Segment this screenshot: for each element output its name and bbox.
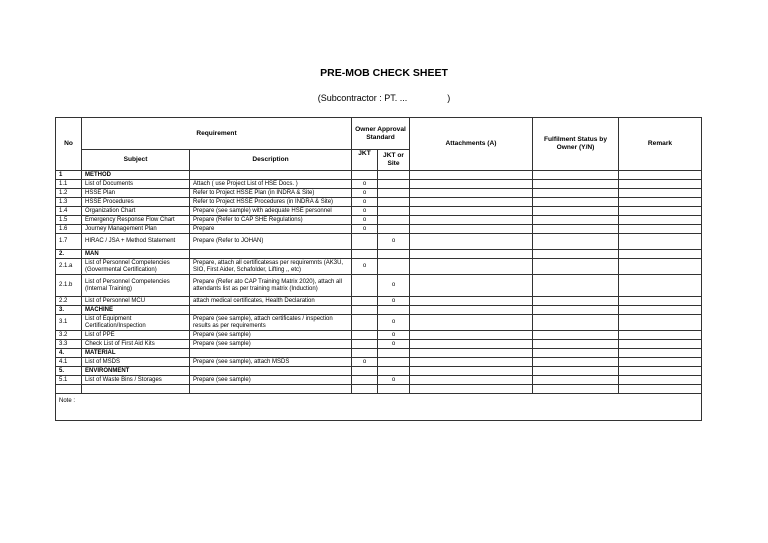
row-jkt-mark xyxy=(352,376,378,385)
row-description xyxy=(190,250,352,259)
table-row xyxy=(56,376,702,385)
row-fulfilment xyxy=(533,297,619,306)
row-attachments xyxy=(410,306,533,315)
row-fulfilment xyxy=(533,340,619,349)
row-number: 3.2 xyxy=(56,331,82,340)
row-jkt-mark: o xyxy=(352,259,378,275)
row-site-mark xyxy=(378,216,410,225)
row-subject: MATERIAL xyxy=(82,349,190,358)
table-row xyxy=(56,207,702,216)
row-fulfilment xyxy=(533,250,619,259)
row-description: Prepare (see sample) with adequate HSE personnel xyxy=(190,207,352,216)
row-number: 2.1.b xyxy=(56,275,82,297)
row-fulfilment xyxy=(533,349,619,358)
row-description: Prepare (see sample) xyxy=(190,340,352,349)
row-fulfilment xyxy=(533,259,619,275)
row-remark xyxy=(619,180,702,189)
page-title: PRE-MOB CHECK SHEET xyxy=(320,67,448,79)
row-site-mark xyxy=(378,171,410,180)
subcontractor-line xyxy=(0,93,768,103)
row-fulfilment xyxy=(533,171,619,180)
row-fulfilment xyxy=(533,216,619,225)
row-number: 4. xyxy=(56,349,82,358)
row-subject: Check List of First Aid Kits xyxy=(82,340,190,349)
row-jkt-mark: o xyxy=(352,198,378,207)
row-jkt-mark xyxy=(352,171,378,180)
row-subject: List of Waste Bins / Storages xyxy=(82,376,190,385)
header-no: No xyxy=(56,118,82,171)
row-fulfilment xyxy=(533,367,619,376)
row-site-mark xyxy=(378,207,410,216)
row-attachments xyxy=(410,259,533,275)
row-attachments xyxy=(410,331,533,340)
row-description: Prepare (see sample) xyxy=(190,376,352,385)
row-subject: List of Personnel Competencies (Internal Training) xyxy=(82,275,190,297)
row-number: 2.1.a xyxy=(56,259,82,275)
note-row xyxy=(56,394,702,421)
row-description xyxy=(190,306,352,315)
subcontractor-label: (Subcontractor : PT. ... xyxy=(317,93,408,103)
blank-cell xyxy=(190,385,352,394)
row-attachments xyxy=(410,225,533,234)
header-requirement: Requirement xyxy=(82,118,352,150)
blank-cell xyxy=(410,385,533,394)
row-jkt-mark xyxy=(352,331,378,340)
row-fulfilment xyxy=(533,376,619,385)
row-jkt-mark: o xyxy=(352,207,378,216)
row-description: Prepare (Refer to CAP SHE Regulations) xyxy=(190,216,352,225)
table-row xyxy=(56,340,702,349)
row-site-mark xyxy=(378,198,410,207)
row-jkt-mark xyxy=(352,250,378,259)
row-jkt-mark: o xyxy=(352,358,378,367)
row-fulfilment xyxy=(533,234,619,250)
table-row xyxy=(56,275,702,297)
row-attachments xyxy=(410,358,533,367)
row-subject: Organization Chart xyxy=(82,207,190,216)
row-description: Prepare (Refer ato CAP Training Matrix 2020), attach all attendants list as per training matrix (Induction) xyxy=(190,275,352,297)
row-number: 1.3 xyxy=(56,198,82,207)
row-number: 1 xyxy=(56,171,82,180)
row-subject: MAN xyxy=(82,250,190,259)
header-attachments: Attachments (A) xyxy=(410,118,533,171)
row-number: 5. xyxy=(56,367,82,376)
row-description xyxy=(190,349,352,358)
row-attachments xyxy=(410,367,533,376)
row-attachments xyxy=(410,234,533,250)
row-description: Prepare (see sample), attach certificates / inspection results as per requirements xyxy=(190,315,352,331)
blank-cell xyxy=(619,385,702,394)
row-number: 3.1 xyxy=(56,315,82,331)
row-subject: List of MSDS xyxy=(82,358,190,367)
table-row xyxy=(56,225,702,234)
row-site-mark: o xyxy=(378,340,410,349)
row-subject: List of Documents xyxy=(82,180,190,189)
row-jkt-mark: o xyxy=(352,225,378,234)
row-subject: List of Personnel Competencies (Govermental Certification) xyxy=(82,259,190,275)
header-owner-approval: Owner Approval Standard xyxy=(352,118,410,150)
row-attachments xyxy=(410,376,533,385)
row-subject: Journey Management Plan xyxy=(82,225,190,234)
row-number: 3. xyxy=(56,306,82,315)
row-site-mark: o xyxy=(378,376,410,385)
section-row xyxy=(56,250,702,259)
table-row xyxy=(56,234,702,250)
row-site-mark xyxy=(378,306,410,315)
header-fulfilment: Fulfilment Status by Owner (Y/N) xyxy=(533,118,619,171)
row-number: 1.2 xyxy=(56,189,82,198)
row-description: Prepare, attach all certificatesas per requiremnts (AK3U, SIO, First Aider, Schafolder, Lifting ,, etc) xyxy=(190,259,352,275)
row-number: 2.2 xyxy=(56,297,82,306)
row-number: 4.1 xyxy=(56,358,82,367)
row-remark xyxy=(619,225,702,234)
row-remark xyxy=(619,189,702,198)
table-row xyxy=(56,180,702,189)
row-remark xyxy=(619,331,702,340)
row-number: 1.6 xyxy=(56,225,82,234)
row-attachments xyxy=(410,207,533,216)
row-remark xyxy=(619,259,702,275)
row-remark xyxy=(619,171,702,180)
note-label: Note : xyxy=(56,394,702,421)
row-attachments xyxy=(410,198,533,207)
row-subject: ENVIRONMENT xyxy=(82,367,190,376)
row-site-mark xyxy=(378,189,410,198)
row-number: 3.3 xyxy=(56,340,82,349)
blank-row xyxy=(56,385,702,394)
section-row xyxy=(56,306,702,315)
blank-cell xyxy=(378,385,410,394)
row-attachments xyxy=(410,171,533,180)
row-description: Prepare (see sample), attach MSDS xyxy=(190,358,352,367)
row-site-mark: o xyxy=(378,275,410,297)
row-fulfilment xyxy=(533,189,619,198)
header-subject: Subject xyxy=(82,150,190,171)
row-subject: Emergency Response Flow Chart xyxy=(82,216,190,225)
row-subject: List of Equipment Certification/Inspection xyxy=(82,315,190,331)
row-number: 1.7 xyxy=(56,234,82,250)
table-row xyxy=(56,198,702,207)
row-fulfilment xyxy=(533,180,619,189)
row-remark xyxy=(619,358,702,367)
row-attachments xyxy=(410,315,533,331)
table-row xyxy=(56,297,702,306)
row-site-mark xyxy=(378,349,410,358)
row-jkt-mark xyxy=(352,367,378,376)
row-remark xyxy=(619,376,702,385)
row-subject: METHOD xyxy=(82,171,190,180)
table-row xyxy=(56,358,702,367)
row-remark xyxy=(619,340,702,349)
row-description: Attach ( use Project List of HSE Docs. ) xyxy=(190,180,352,189)
table-row xyxy=(56,189,702,198)
table-row xyxy=(56,259,702,275)
row-remark xyxy=(619,207,702,216)
row-jkt-mark xyxy=(352,234,378,250)
row-jkt-mark xyxy=(352,349,378,358)
row-fulfilment xyxy=(533,358,619,367)
row-attachments xyxy=(410,275,533,297)
row-fulfilment xyxy=(533,315,619,331)
row-remark xyxy=(619,198,702,207)
blank-cell xyxy=(352,385,378,394)
row-remark xyxy=(619,250,702,259)
row-fulfilment xyxy=(533,207,619,216)
row-site-mark xyxy=(378,367,410,376)
row-number: 1.1 xyxy=(56,180,82,189)
blank-cell xyxy=(533,385,619,394)
row-attachments xyxy=(410,340,533,349)
row-subject: HSSE Procedures xyxy=(82,198,190,207)
row-site-mark xyxy=(378,358,410,367)
blank-cell xyxy=(56,385,82,394)
row-jkt-mark xyxy=(352,275,378,297)
row-jkt-mark: o xyxy=(352,180,378,189)
table-row xyxy=(56,216,702,225)
row-remark xyxy=(619,367,702,376)
row-description: attach medical certificates, Health Declaration xyxy=(190,297,352,306)
row-fulfilment xyxy=(533,198,619,207)
row-remark xyxy=(619,275,702,297)
row-fulfilment xyxy=(533,225,619,234)
row-subject: List of PPE xyxy=(82,331,190,340)
row-site-mark xyxy=(378,259,410,275)
row-jkt-mark xyxy=(352,315,378,331)
row-attachments xyxy=(410,180,533,189)
row-jkt-mark xyxy=(352,297,378,306)
table-row xyxy=(56,315,702,331)
row-subject: HIRAC / JSA + Method Statement xyxy=(82,234,190,250)
row-remark xyxy=(619,216,702,225)
row-subject: List of Personnel MCU xyxy=(82,297,190,306)
row-description: Refer to Project HSSE Procedures (in INDRA & Site) xyxy=(190,198,352,207)
row-description xyxy=(190,367,352,376)
row-jkt-mark xyxy=(352,306,378,315)
row-jkt-mark: o xyxy=(352,216,378,225)
row-attachments xyxy=(410,349,533,358)
section-row xyxy=(56,367,702,376)
row-attachments xyxy=(410,216,533,225)
row-description: Refer to Project HSSE Plan (in INDRA & Site) xyxy=(190,189,352,198)
row-site-mark: o xyxy=(378,315,410,331)
row-subject: HSSE Plan xyxy=(82,189,190,198)
row-fulfilment xyxy=(533,331,619,340)
row-remark xyxy=(619,315,702,331)
header-description: Description xyxy=(190,150,352,171)
header-remark: Remark xyxy=(619,118,702,171)
row-number: 1.5 xyxy=(56,216,82,225)
row-site-mark xyxy=(378,180,410,189)
check-sheet-table xyxy=(55,117,702,421)
row-attachments xyxy=(410,189,533,198)
header-jkt-or-site: JKT or Site xyxy=(378,150,410,171)
row-subject: MACHINE xyxy=(82,306,190,315)
subcontractor-close: ) xyxy=(447,93,451,103)
row-number: 5.1 xyxy=(56,376,82,385)
table-row xyxy=(56,331,702,340)
row-jkt-mark xyxy=(352,340,378,349)
row-attachments xyxy=(410,297,533,306)
row-remark xyxy=(619,306,702,315)
row-description: Prepare xyxy=(190,225,352,234)
row-remark xyxy=(619,234,702,250)
row-fulfilment xyxy=(533,306,619,315)
row-attachments xyxy=(410,250,533,259)
row-description xyxy=(190,171,352,180)
section-row xyxy=(56,349,702,358)
blank-cell xyxy=(82,385,190,394)
row-jkt-mark: o xyxy=(352,189,378,198)
row-site-mark: o xyxy=(378,234,410,250)
row-site-mark xyxy=(378,225,410,234)
row-fulfilment xyxy=(533,275,619,297)
row-number: 2. xyxy=(56,250,82,259)
section-row xyxy=(56,171,702,180)
row-site-mark: o xyxy=(378,297,410,306)
row-description: Prepare (Refer to JOHAN) xyxy=(190,234,352,250)
row-description: Prepare (see sample) xyxy=(190,331,352,340)
header-jkt: JKT xyxy=(352,150,378,171)
row-site-mark: o xyxy=(378,331,410,340)
row-number: 1.4 xyxy=(56,207,82,216)
row-site-mark xyxy=(378,250,410,259)
row-remark xyxy=(619,349,702,358)
row-remark xyxy=(619,297,702,306)
